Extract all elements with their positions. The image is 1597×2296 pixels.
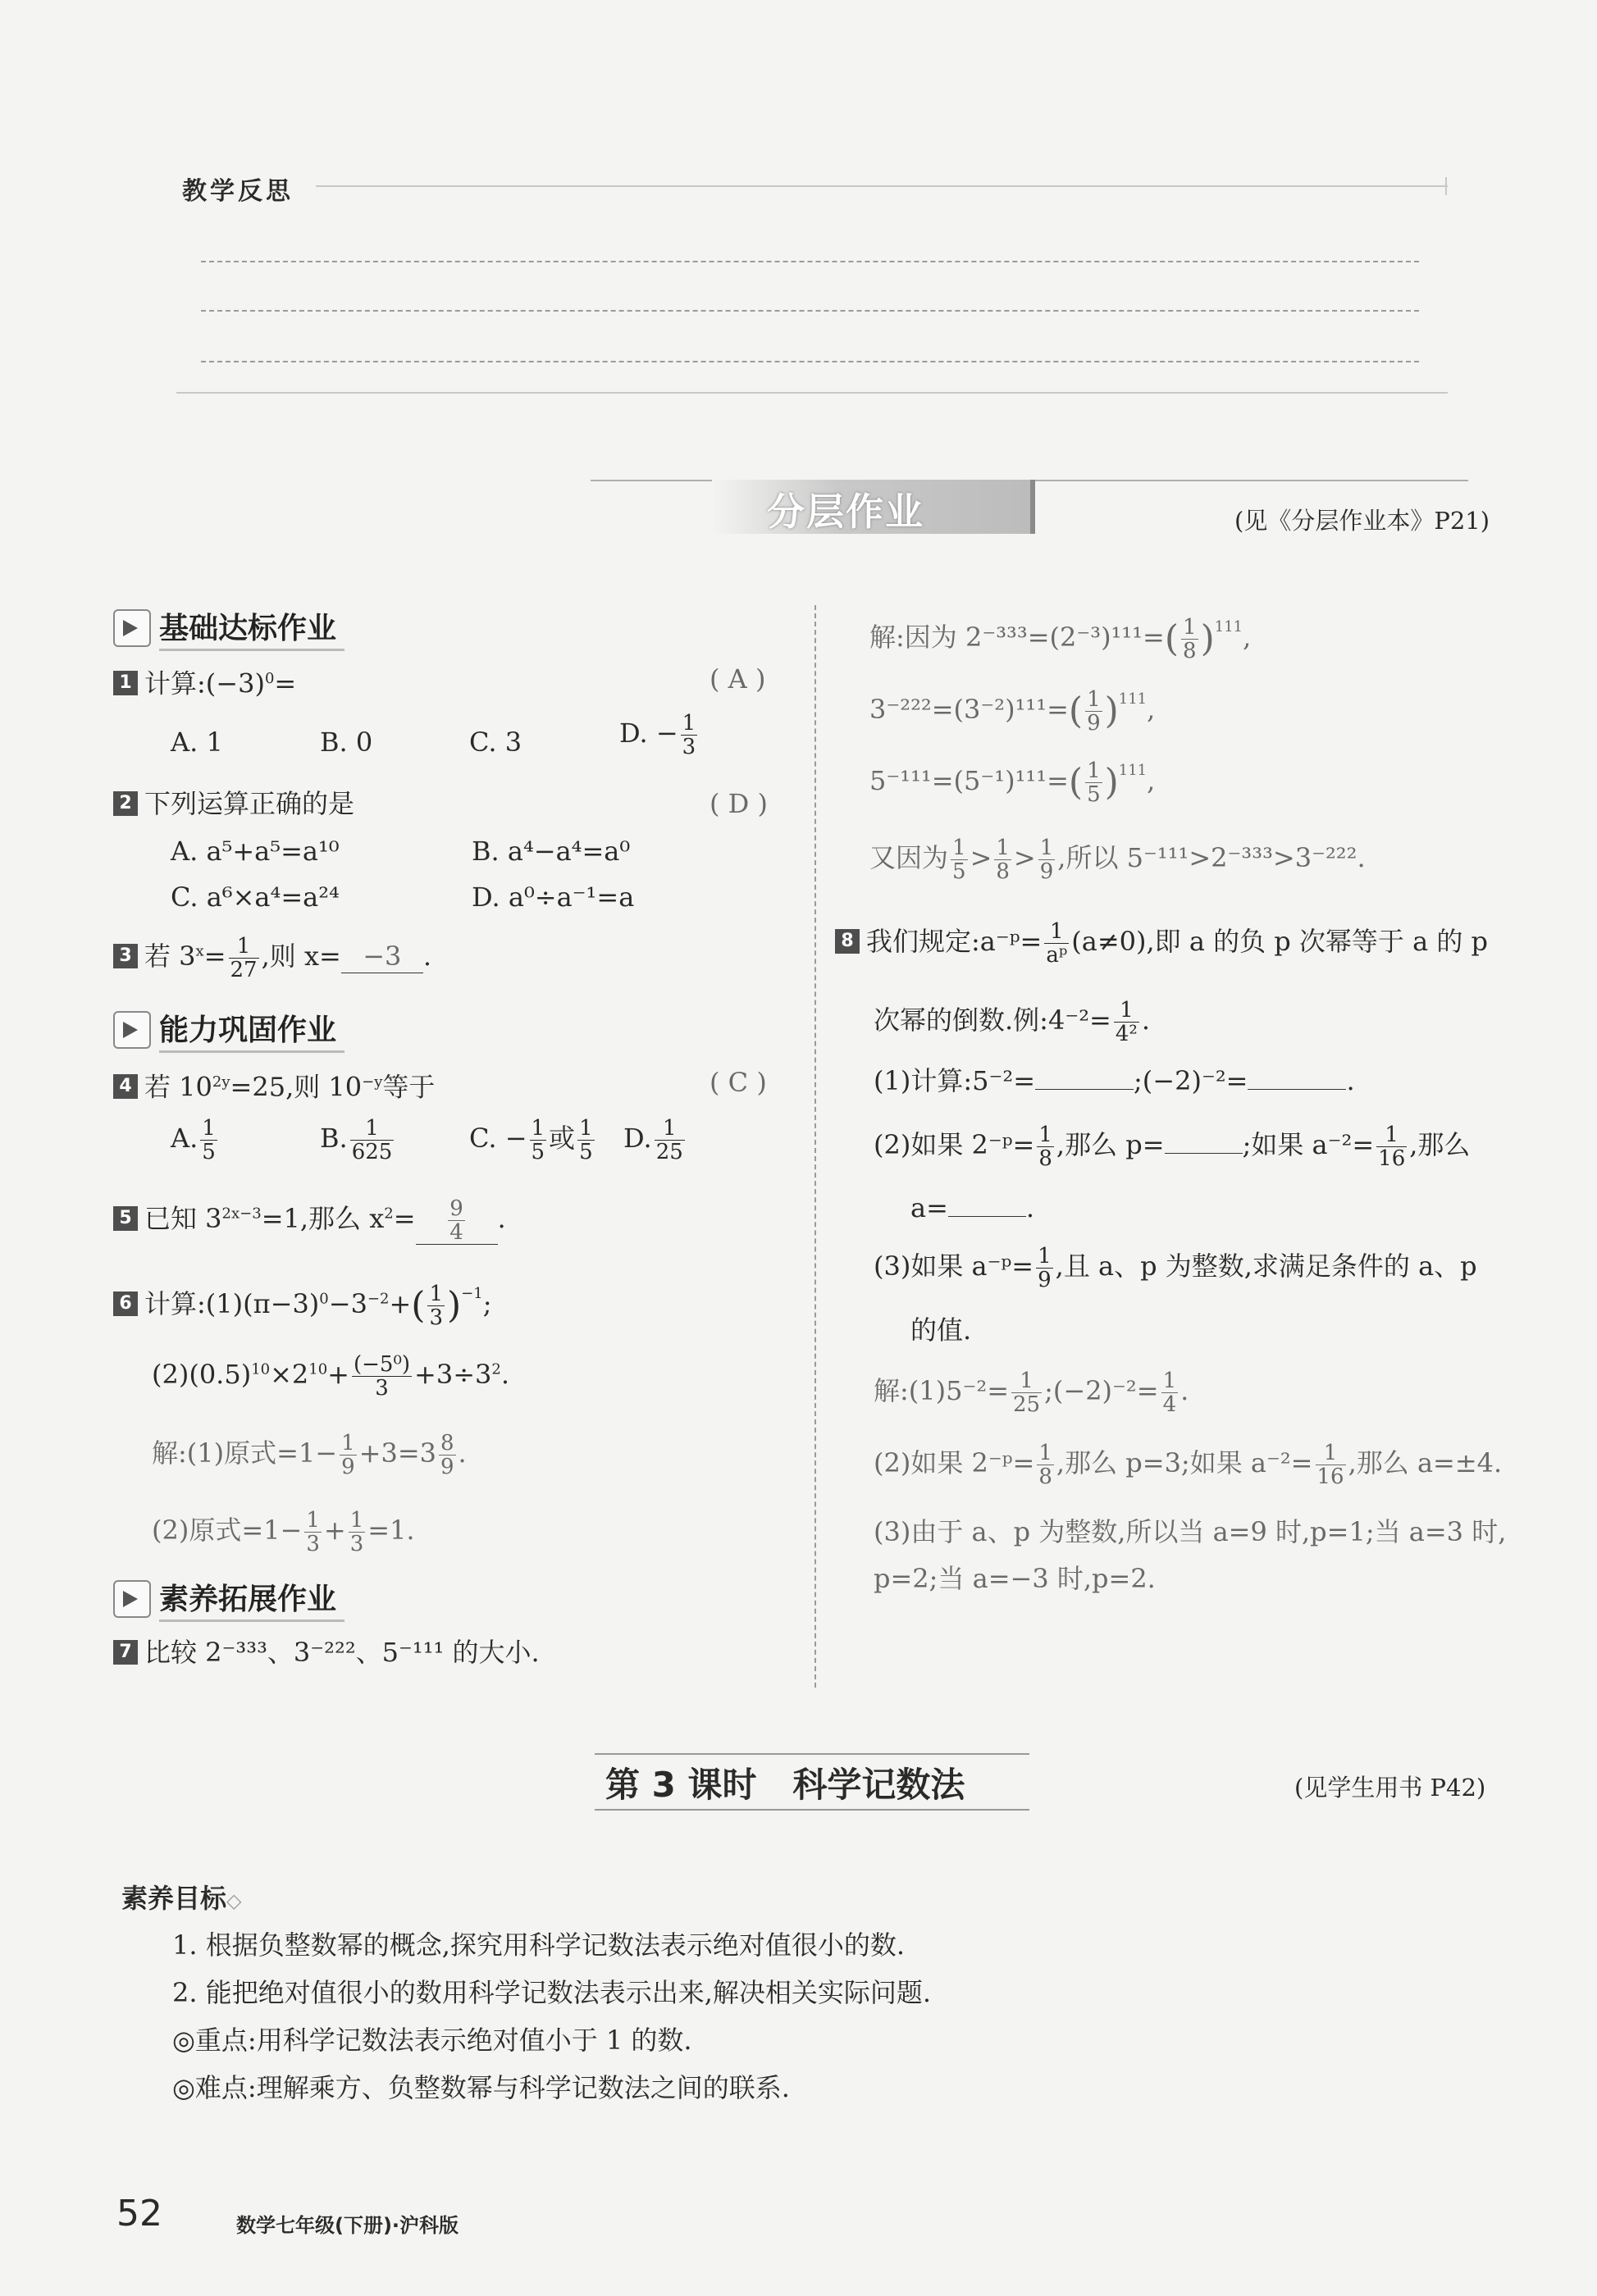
q4: 4 若 $10^{2y}=25$,则 $10^{-y}$等于 [113,1066,435,1104]
q4-option-d: D. $\frac{1}{25}$ [623,1116,683,1164]
reflection-line-1[interactable] [201,261,1419,262]
section-basic: 基础达标作业 [113,605,344,651]
column-divider [814,605,816,1688]
q7-solution-2: 3⁻²²²=(3⁻²)¹¹¹=( $\frac{1}{9}$ )$^{111}$, [869,687,1156,736]
goal-key: ◎重点:用科学记数法表示绝对值小于 1 的数. [172,2025,692,2056]
q6-solution-1: 解:(1)原式=1− $\frac{1}{9}$ +3=3 $\frac{8}{9}$ . [152,1431,467,1479]
q6-line2: $(2)(0.5)^{10}\times 2^{10}+$ $\frac{\text{(−5⁰)}}{3}$ $+3\div 3^2$. [152,1352,509,1401]
q7-solution-4: 又因为 $\frac{1}{5}$ > $\frac{1}{8}$ > $\frac{1}{9}$ ,所以 5⁻¹¹¹>2⁻³³³>3⁻²²². [869,836,1366,884]
arrow-icon [113,1011,151,1049]
q1-option-c: C. 3 [469,727,522,758]
q1-answer: ( A ) [710,663,766,695]
goal-difficulty: ◎难点:理解乘方、负整数幂与科学记数法之间的联系. [172,2072,790,2103]
lesson-title: 第 3 课时 科学记数法 [605,1765,965,1805]
banner-ref: (见《分层作业本》P21) [1234,507,1490,535]
q1-option-a: A. 1 [171,727,223,758]
q8-solution-4: p=2;当 a=−3 时,p=2. [874,1563,1156,1594]
q8-part3: (3)如果 a⁻ᵖ= $\frac{1}{9}$ ,且 a、p 为整数,求满足条件的 a、p [874,1244,1477,1292]
reflection-corner [1445,177,1447,195]
q7-solution-1: 解:因为 2⁻³³³=(2⁻³)¹¹¹=( $\frac{1}{8}$ )$^{111}$, [869,615,1252,663]
q7-solution-3: 5⁻¹¹¹=(5⁻¹)¹¹¹=( $\frac{1}{5}$ )$^{111}$, [869,758,1156,807]
q8-solution-1: 解:(1)5⁻²= $\frac{1}{25}$ ;(−2)⁻²= $\frac{1}{4}$ . [874,1369,1189,1417]
q2-answer: ( D ) [710,788,768,819]
q8-solution-3: (3)由于 a、p 为整数,所以当 a=9 时,p=1;当 a=3 时, [874,1516,1507,1547]
q2-option-d: D. a⁰÷a⁻¹=a [472,882,635,913]
q8-part2-cont: a= . [910,1192,1035,1223]
section-ability: 能力巩固作业 [113,1007,344,1053]
q1-option-d: D. − $\frac{1}{3}$ [619,711,696,759]
q5-answer: $\frac{9}{4}$ [416,1197,498,1245]
q4-option-b: B. $\frac{1}{625}$ [320,1116,393,1164]
q8-part3-cont: 的值. [910,1314,972,1346]
reflection-line-3[interactable] [201,361,1419,362]
reflection-title: 教学反思 [182,177,294,206]
arrow-icon [113,1580,151,1618]
q1: 1 计算$:(-3)^0=$ [113,663,296,700]
q8-part2: (2)如果 2⁻ᵖ= $\frac{1}{8}$ ,那么 p= ;如果 a⁻²= $\frac{1}{16}$ ,那么 [874,1123,1471,1171]
q8-blank-3[interactable] [1165,1153,1243,1154]
q8-part1: (1)计算:5⁻²= ;(−2)⁻²= . [874,1065,1355,1096]
page-number: 52 [116,2193,162,2234]
q8-blank-2[interactable] [1248,1089,1346,1090]
reflection-line-2[interactable] [201,310,1419,312]
q8-blank-1[interactable] [1035,1089,1134,1090]
q2: 2 下列运算正确的是 [113,787,354,820]
goals-title: 素养目标◇ [121,1883,242,1914]
reflection-bottom-line [176,392,1448,394]
goal-1: 1. 根据负整数幂的概念,探究用科学记数法表示绝对值很小的数. [172,1929,906,1961]
q5: 5 已知 $3^{2x-3}=1$,那么 $x^2=$ $\frac{9}{4}$ . [113,1197,506,1245]
diamond-icon: ◇ [226,1889,242,1912]
lesson-ref: (见学生用书 P42) [1294,1774,1486,1802]
q8-solution-2: (2)如果 2⁻ᵖ= $\frac{1}{8}$ ,那么 p=3;如果 a⁻²= $\frac{1}{16}$ ,那么 a=±4. [874,1441,1503,1489]
q2-option-b: B. a⁴−a⁴=a⁰ [472,836,631,867]
q3: 3 若 $3^x=$ $\frac{1}{27}$ ,则 x= −3 . [113,935,431,982]
q4-option-a: A. $\frac{1}{5}$ [171,1116,216,1164]
banner-title: 分层作业 [767,490,924,534]
q3-answer: −3 [341,940,423,973]
q6-line1: 6 计算$:(1)(\pi-3)^0-3^{-2}+$( $\frac{1}{3}$ )$^{-1}$; [113,1278,492,1329]
q7: 7 比较 2⁻³³³、3⁻²²²、5⁻¹¹¹ 的大小. [113,1636,540,1669]
q2-option-a: A. a⁵+a⁵=a¹⁰ [171,836,340,867]
q8-line2: 次幂的倒数.例:4⁻²= $\frac{1}{\text{4²}}$ . [874,998,1150,1046]
q2-option-c: C. a⁶×a⁴=a²⁴ [171,882,340,913]
q8-line1: 8 我们规定:a⁻ᵖ= $\frac{1}{\text{aᵖ}}$ (a≠0),即 a 的负 p 次幂等于 a 的 p [835,920,1488,967]
section-extension: 素养拓展作业 [113,1576,344,1622]
goal-2: 2. 能把绝对值很小的数用科学记数法表示出来,解决相关实际问题. [172,1977,932,2008]
q4-answer: ( C ) [710,1067,767,1098]
reflection-top-line [316,185,1448,187]
q1-option-b: B. 0 [320,727,373,758]
arrow-icon [113,609,151,647]
q4-option-c: C. − $\frac{1}{5}$ 或 $\frac{1}{5}$ [469,1116,593,1164]
q8-blank-4[interactable] [948,1216,1026,1217]
q6-solution-2: (2)原式=1− $\frac{1}{3}$ + $\frac{1}{3}$ =1. [152,1508,415,1556]
book-title: 数学七年级(下册)·沪科版 [236,2214,459,2237]
